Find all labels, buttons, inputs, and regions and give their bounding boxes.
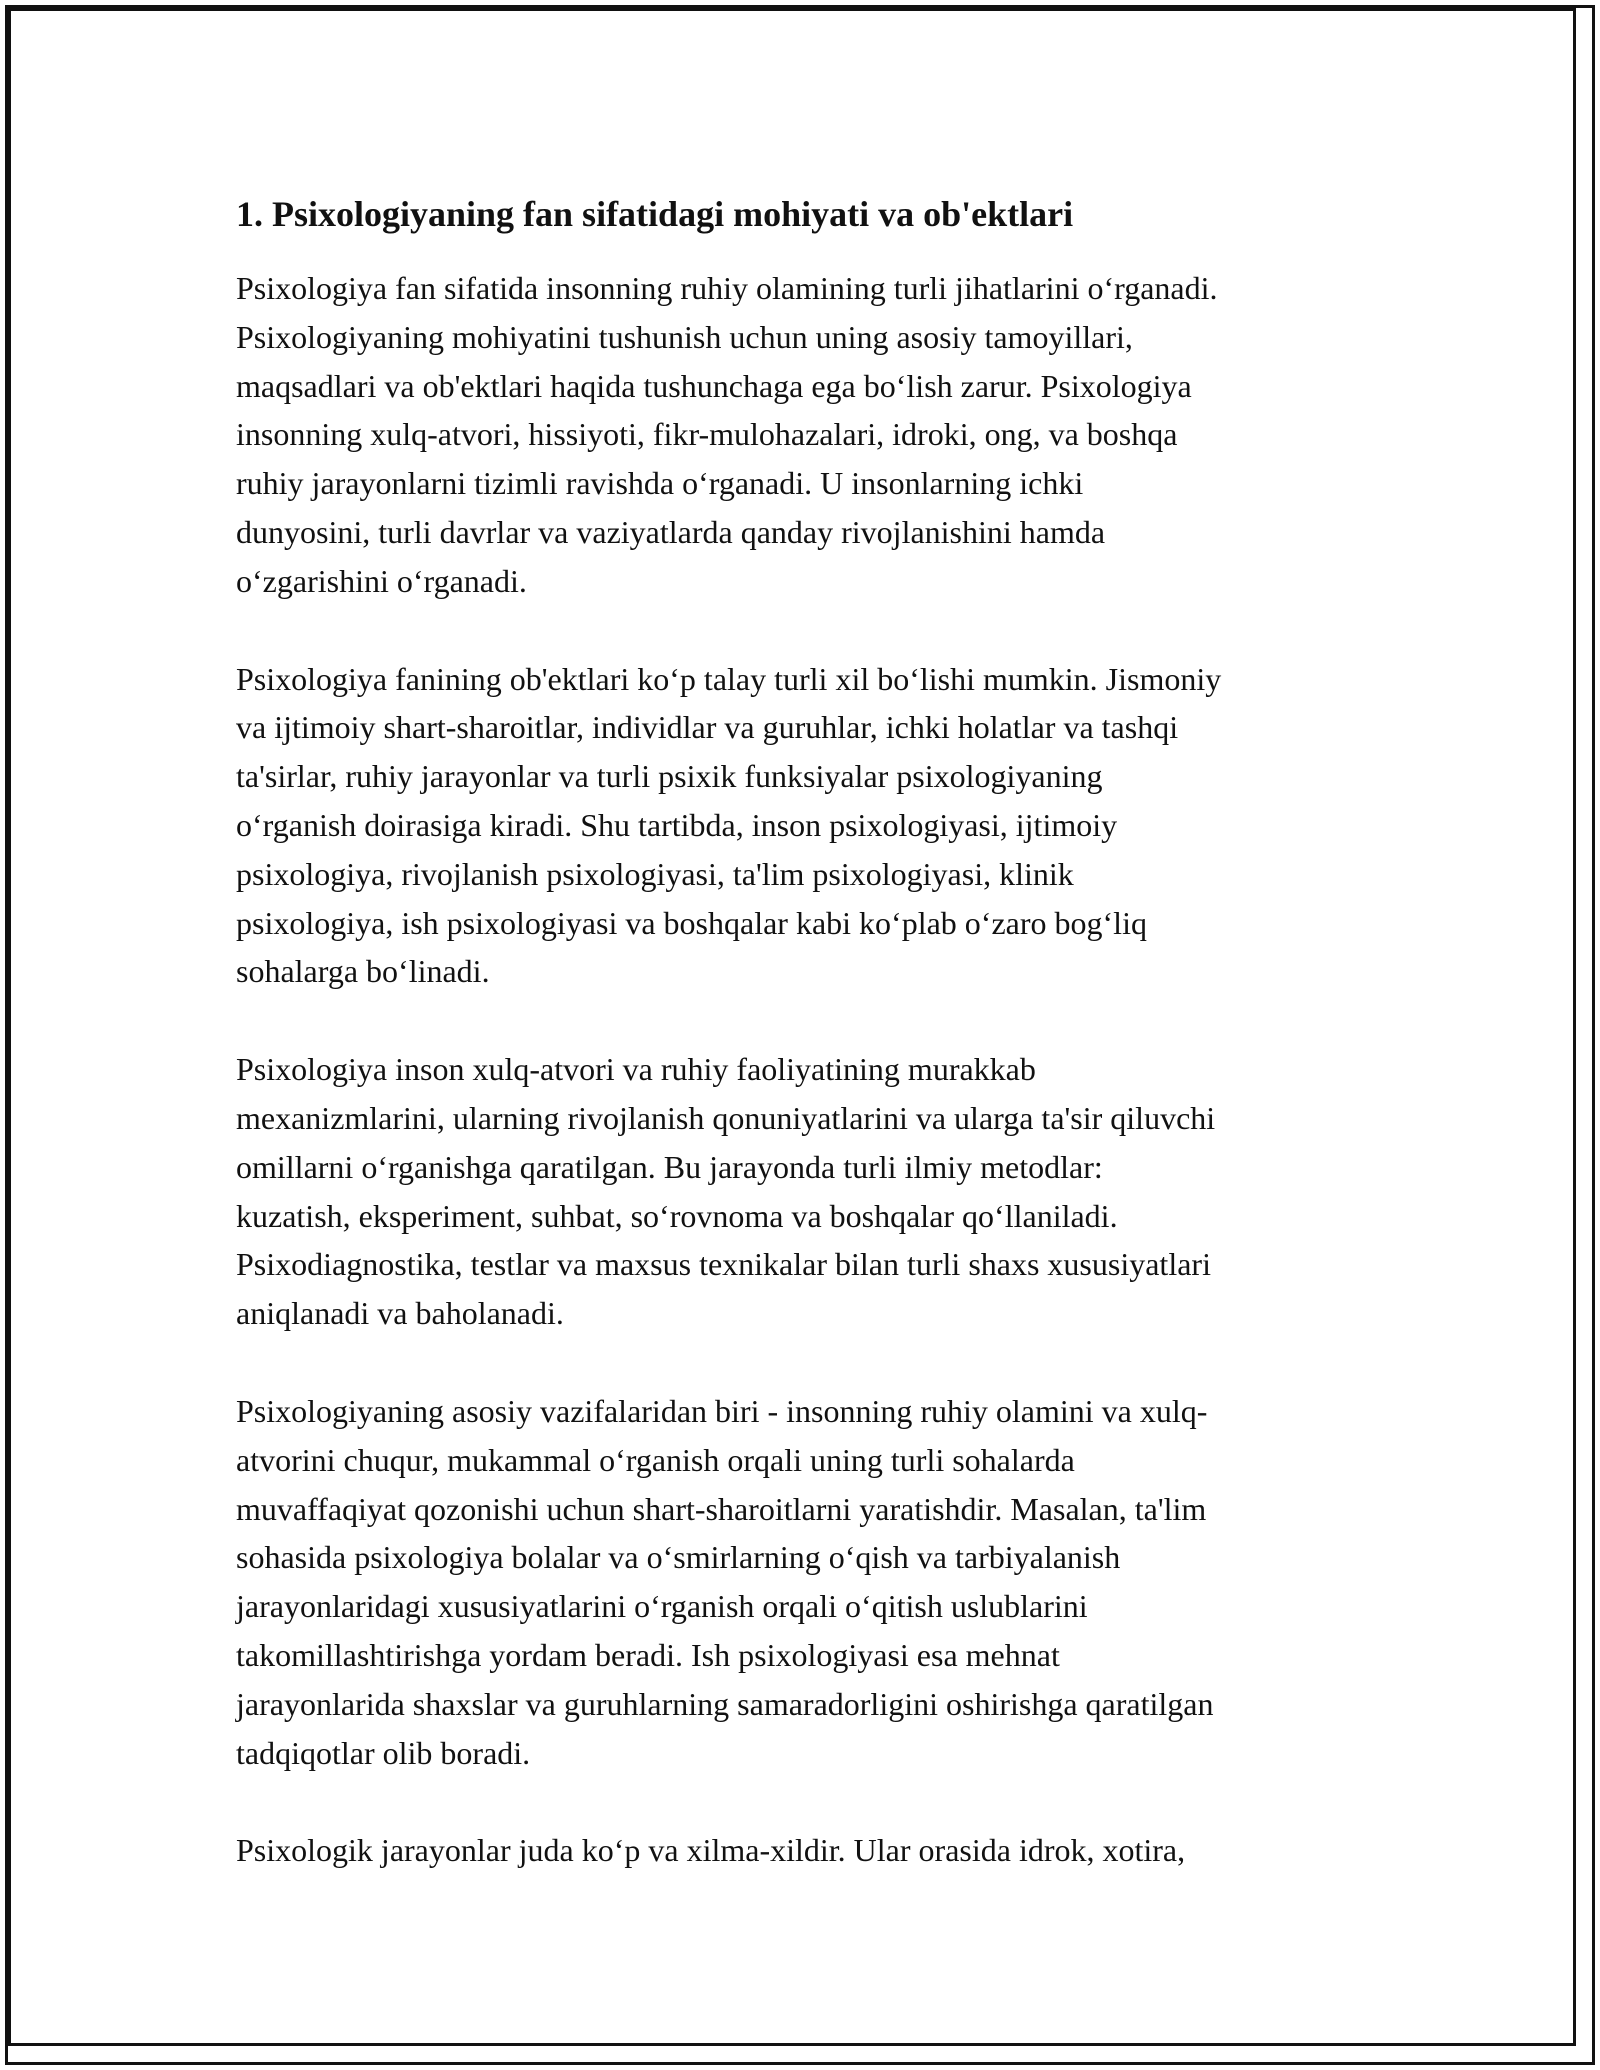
text-line: jarayonlaridagi xususiyatlarini o‘rganish orqali o‘qitish uslublarini: [236, 1588, 1088, 1625]
text-line: o‘zgarishini o‘rganadi.: [236, 562, 527, 599]
text-line: jarayonlarida shaxslar va guruhlarning samaradorligini oshirishga qaratilgan: [236, 1685, 1214, 1722]
text-line: takomillashtirishga yordam beradi. Ish psixologiyasi esa mehnat: [236, 1636, 1060, 1673]
text-line: Psixodiagnostika, testlar va maxsus texnikalar bilan turli shaxs xususiyatlari: [236, 1246, 1211, 1283]
text-line: Psixologiya inson xulq-atvori va ruhiy faoliyatining murakkab: [236, 1051, 1036, 1088]
text-line: Psixologiya fanining ob'ektlari ko‘p talay turli xil bo‘lishi mumkin. Jismoniy: [236, 660, 1222, 697]
text-line: sohalarga bo‘linadi.: [236, 953, 490, 990]
text-line: atvorini chuqur, mukammal o‘rganish orqali uning turli sohalarda: [236, 1441, 1075, 1478]
section-heading: 1. Psixologiyaning fan sifatidagi mohiyati va ob'ektlari: [236, 194, 1074, 234]
text-line: dunyosini, turli davrlar va vaziyatlarda qanday rivojlanishini hamda: [236, 513, 1106, 550]
paragraph-1: [236, 264, 1376, 606]
paragraph-2: [236, 655, 1376, 997]
paragraph-4: [236, 1387, 1376, 1777]
text-line: ta'sirlar, ruhiy jarayonlar va turli psixik funksiyalar psixologiyaning: [236, 758, 1103, 795]
text-line: aniqlanadi va baholanadi.: [236, 1295, 564, 1332]
text-line: muvaffaqiyat qozonishi uchun shart-sharoitlarni yaratishdir. Masalan, ta'lim: [236, 1490, 1207, 1527]
text-line: psixologiya, rivojlanish psixologiyasi, ta'lim psixologiyasi, klinik: [236, 855, 1074, 892]
text-line: maqsadlari va ob'ektlari haqida tushunchaga ega bo‘lish zarur. Psixologiya: [236, 367, 1192, 404]
text-line: kuzatish, eksperiment, suhbat, so‘rovnoma va boshqalar qo‘llaniladi.: [236, 1197, 1118, 1234]
paragraph-3: [236, 1045, 1376, 1338]
text-line: psixologiya, ish psixologiyasi va boshqalar kabi ko‘plab o‘zaro bog‘liq: [236, 904, 1147, 941]
text-line: omillarni o‘rganishga qaratilgan. Bu jarayonda turli ilmiy metodlar:: [236, 1148, 1103, 1185]
text-line: Psixologiyaning mohiyatini tushunish uchun uning asosiy tamoyillari,: [236, 318, 1133, 355]
text-line: mexanizmlarini, ularning rivojlanish qonuniyatlarini va ularga ta'sir qiluvchi: [236, 1099, 1216, 1136]
paragraph-5: [236, 1826, 1376, 1875]
text-line: Psixologiya fan sifatida insonning ruhiy olamining turli jihatlarini o‘rganadi.: [236, 270, 1218, 306]
text-line: ruhiy jarayonlarni tizimli ravishda o‘rganadi. U insonlarning ichki: [236, 465, 1084, 502]
text-line: Psixologik jarayonlar juda ko‘p va xilma-xildir. Ular orasida idrok, xotira,: [236, 1832, 1186, 1869]
text-line: Psixologiyaning asosiy vazifalaridan biri - insonning ruhiy olamini va xulq-: [236, 1392, 1208, 1429]
text-line: insonning xulq-atvori, hissiyoti, fikr-mulohazalari, idroki, ong, va boshqa: [236, 416, 1178, 453]
text-line: sohasida psixologiya bolalar va o‘smirlarning o‘qish va tarbiyalanish: [236, 1539, 1121, 1576]
text-line: va ijtimoiy shart-sharoitlar, individlar va guruhlar, ichki holatlar va tashqi: [236, 709, 1179, 746]
text-line: o‘rganish doirasiga kiradi. Shu tartibda, inson psixologiyasi, ijtimoiy: [236, 806, 1118, 843]
text-line: tadqiqotlar olib boradi.: [236, 1734, 531, 1771]
document-body: [236, 188, 1376, 1924]
